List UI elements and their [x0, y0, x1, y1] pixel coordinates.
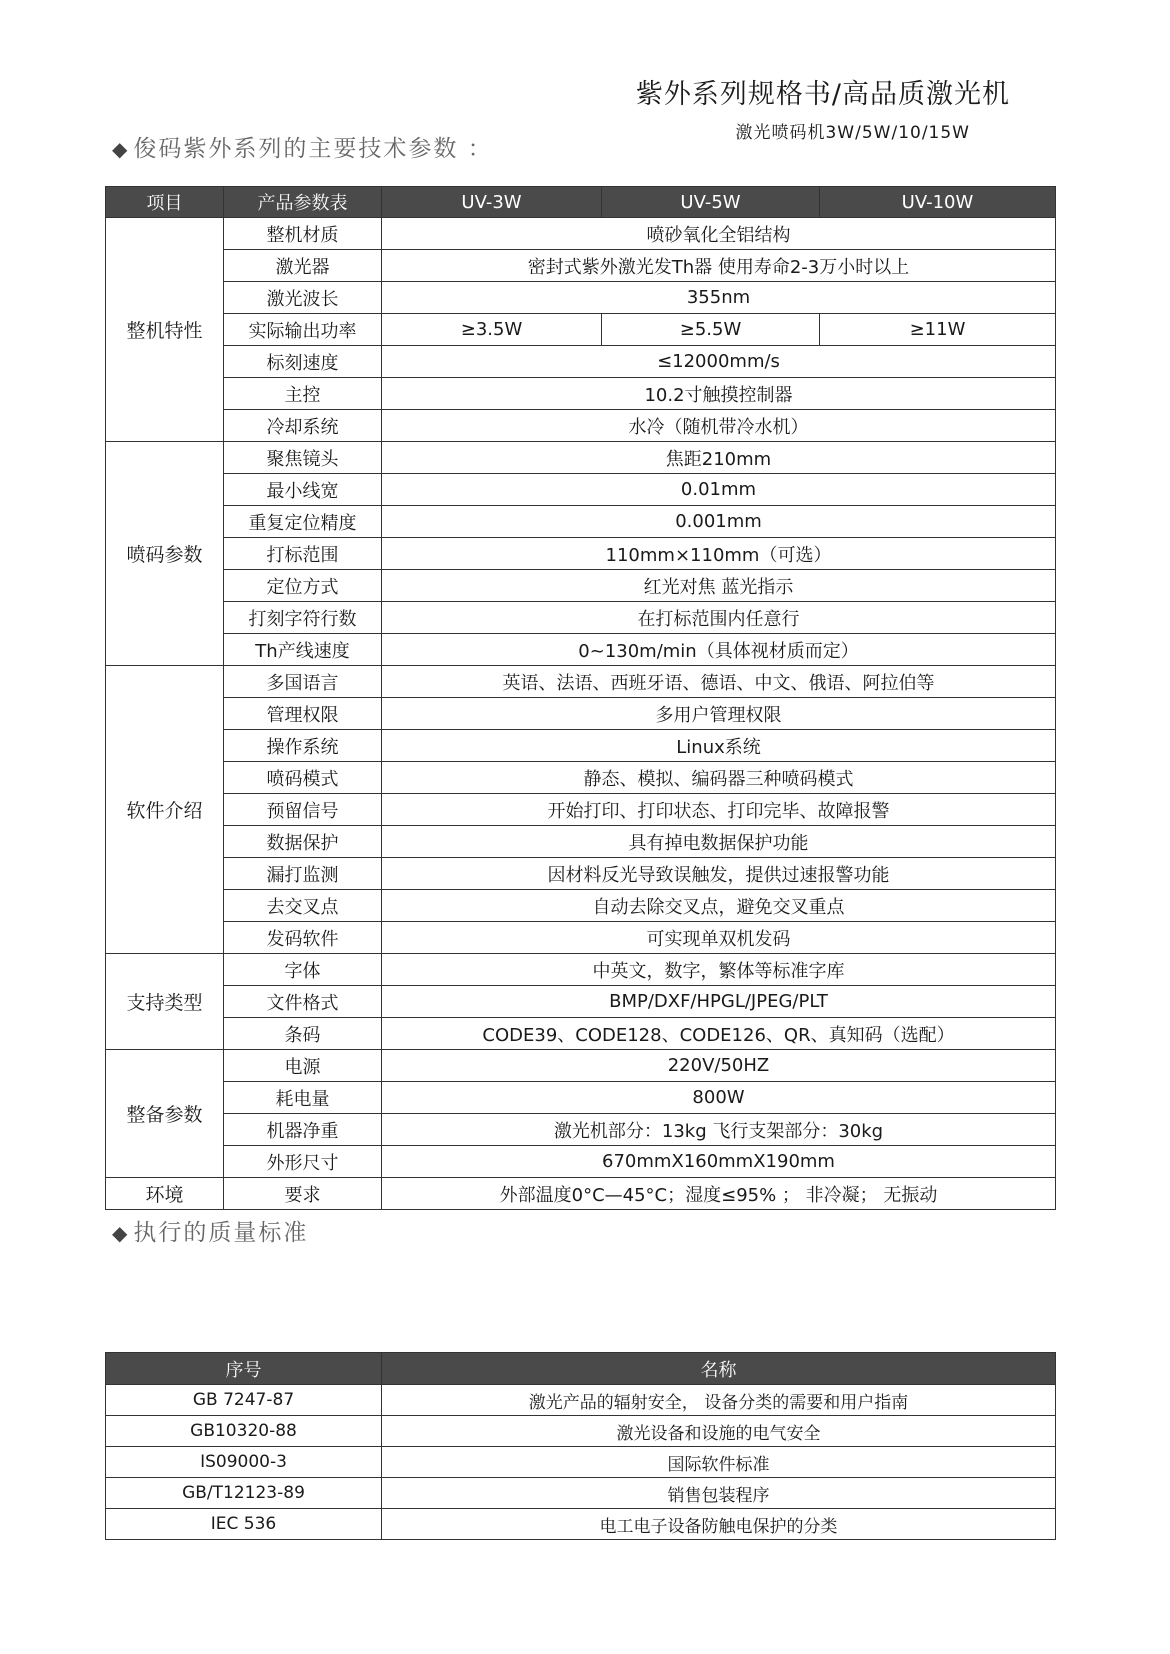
spec-value: 开始打印、打印状态、打印完毕、故障报警 [382, 794, 1056, 826]
spec-row [106, 346, 1056, 378]
spec-param-name: 字体 [224, 954, 382, 986]
spec-row [106, 282, 1056, 314]
spec-row [106, 538, 1056, 570]
spec-param-name: 标刻速度 [224, 346, 382, 378]
spec-group-label: 喷码参数 [106, 442, 224, 666]
spec-value: 激光机部分：13kg 飞行支架部分：30kg [382, 1114, 1056, 1146]
spec-group-label: 环境 [106, 1178, 224, 1210]
spec-param-name: 操作系统 [224, 730, 382, 762]
header-name: 名称 [382, 1353, 1056, 1385]
spec-value: ≤12000mm/s [382, 346, 1056, 378]
spec-param-name: 条码 [224, 1018, 382, 1050]
spec-param-name: 打标范围 [224, 538, 382, 570]
standard-name: 激光产品的辐射安全， 设备分类的需要和用户指南 [382, 1385, 1056, 1416]
standard-code: GB10320-88 [106, 1416, 382, 1447]
spec-param-name: 冷却系统 [224, 410, 382, 442]
spec-value: 0.01mm [382, 474, 1056, 506]
spec-param-name: 整机材质 [224, 218, 382, 250]
header-param-table: 产品参数表 [224, 187, 382, 218]
spec-row [106, 378, 1056, 410]
standards-table [105, 1352, 1056, 1540]
spec-param-name: 管理权限 [224, 698, 382, 730]
spec-row [106, 762, 1056, 794]
spec-row [106, 314, 1056, 346]
standards-header-row [106, 1353, 1056, 1385]
spec-value: CODE39、CODE128、CODE126、QR、真知码（选配） [382, 1018, 1056, 1050]
page-subtitle: 激光喷码机3W/5W/10/15W [735, 123, 970, 143]
spec-value: 0.001mm [382, 506, 1056, 538]
spec-value: 因材料反光导致误触发，提供过速报警功能 [382, 858, 1056, 890]
spec-value: 喷砂氧化全铝结构 [382, 218, 1056, 250]
spec-value: 中英文，数字，繁体等标准字库 [382, 954, 1056, 986]
spec-param-name: 电源 [224, 1050, 382, 1082]
spec-value: 静态、模拟、编码器三种喷码模式 [382, 762, 1056, 794]
diamond-bullet-icon: ◆ [112, 1221, 130, 1245]
spec-value: 可实现单双机发码 [382, 922, 1056, 954]
spec-row [106, 986, 1056, 1018]
spec-row [106, 1082, 1056, 1114]
spec-param-name: 喷码模式 [224, 762, 382, 794]
spec-param-name: 数据保护 [224, 826, 382, 858]
spec-row [106, 1018, 1056, 1050]
spec-value: 外部温度0°C—45°C；湿度≤95% ； 非冷凝； 无振动 [382, 1178, 1056, 1210]
spec-param-name: 耗电量 [224, 1082, 382, 1114]
spec-row [106, 442, 1056, 474]
spec-table [105, 186, 1056, 1210]
standards-row [106, 1478, 1056, 1509]
spec-value: 密封式紫外激光发Th器 使用寿命2-3万小时以上 [382, 250, 1056, 282]
standard-name: 激光设备和设施的电气安全 [382, 1416, 1056, 1447]
spec-value: BMP/DXF/HPGL/JPEG/PLT [382, 986, 1056, 1018]
spec-value: 具有掉电数据保护功能 [382, 826, 1056, 858]
standard-name: 电工电子设备防触电保护的分类 [382, 1509, 1056, 1540]
spec-param-name: 要求 [224, 1178, 382, 1210]
spec-param-name: 重复定位精度 [224, 506, 382, 538]
header-uv-5w: UV-5W [602, 187, 820, 218]
spec-param-name: 激光器 [224, 250, 382, 282]
spec-row [106, 570, 1056, 602]
spec-row [106, 1114, 1056, 1146]
spec-param-name: Th产线速度 [224, 634, 382, 666]
spec-row [106, 890, 1056, 922]
header-uv-3w: UV-3W [382, 187, 602, 218]
spec-param-name: 多国语言 [224, 666, 382, 698]
spec-value: 110mm×110mm（可选） [382, 538, 1056, 570]
spec-group-label: 整备参数 [106, 1050, 224, 1178]
standards-section-heading-text: 执行的质量标准 [133, 1220, 309, 1246]
standards-row [106, 1416, 1056, 1447]
spec-row [106, 634, 1056, 666]
spec-param-name: 最小线宽 [224, 474, 382, 506]
spec-value: 焦距210mm [382, 442, 1056, 474]
spec-value: Linux系统 [382, 730, 1056, 762]
spec-row [106, 1146, 1056, 1178]
spec-param-name: 去交叉点 [224, 890, 382, 922]
spec-row [106, 1050, 1056, 1082]
spec-value: 英语、法语、西班牙语、德语、中文、俄语、阿拉伯等 [382, 666, 1056, 698]
spec-param-name: 定位方式 [224, 570, 382, 602]
spec-row [106, 826, 1056, 858]
spec-row [106, 730, 1056, 762]
spec-row [106, 858, 1056, 890]
standards-row [106, 1509, 1056, 1540]
spec-row [106, 250, 1056, 282]
spec-value: 自动去除交叉点，避免交叉重点 [382, 890, 1056, 922]
spec-row [106, 954, 1056, 986]
diamond-bullet-icon: ◆ [112, 137, 130, 161]
header-uv-10w: UV-10W [820, 187, 1056, 218]
standard-code: GB/T12123-89 [106, 1478, 382, 1509]
spec-param-name: 聚焦镜头 [224, 442, 382, 474]
spec-group-label: 支持类型 [106, 954, 224, 1050]
spec-model-value: ≥5.5W [602, 314, 820, 346]
standard-name: 销售包装程序 [382, 1478, 1056, 1509]
spec-section-heading-text: 俊码紫外系列的主要技术参数 ： [133, 136, 493, 162]
spec-value: 220V/50HZ [382, 1050, 1056, 1082]
spec-row [106, 794, 1056, 826]
standard-code: GB 7247-87 [106, 1385, 382, 1416]
spec-value: 0~130m/min（具体视材质而定） [382, 634, 1056, 666]
header-item: 项目 [106, 187, 224, 218]
standards-section-heading [112, 1214, 308, 1247]
spec-row [106, 1178, 1056, 1210]
spec-param-name: 打刻字符行数 [224, 602, 382, 634]
spec-param-name: 主控 [224, 378, 382, 410]
spec-param-name: 预留信号 [224, 794, 382, 826]
spec-param-name: 外形尺寸 [224, 1146, 382, 1178]
standard-code: IEC 536 [106, 1509, 382, 1540]
spec-value: 800W [382, 1082, 1056, 1114]
spec-value: 在打标范围内任意行 [382, 602, 1056, 634]
spec-row [106, 474, 1056, 506]
spec-param-name: 漏打监测 [224, 858, 382, 890]
spec-value: 多用户管理权限 [382, 698, 1056, 730]
spec-row [106, 698, 1056, 730]
spec-section-heading [112, 130, 493, 163]
spec-table-header-row [106, 187, 1056, 218]
spec-group-label: 软件介绍 [106, 666, 224, 954]
spec-param-name: 激光波长 [224, 282, 382, 314]
spec-row [106, 410, 1056, 442]
spec-value: 355nm [382, 282, 1056, 314]
spec-value: 10.2寸触摸控制器 [382, 378, 1056, 410]
spec-param-name: 发码软件 [224, 922, 382, 954]
spec-row [106, 218, 1056, 250]
header-serial: 序号 [106, 1353, 382, 1385]
standards-row [106, 1385, 1056, 1416]
spec-param-name: 机器净重 [224, 1114, 382, 1146]
spec-param-name: 文件格式 [224, 986, 382, 1018]
standard-name: 国际软件标准 [382, 1447, 1056, 1478]
spec-row [106, 666, 1056, 698]
spec-row [106, 602, 1056, 634]
page-title: 紫外系列规格书/高品质激光机 [635, 79, 1010, 110]
spec-row [106, 922, 1056, 954]
spec-model-value: ≥3.5W [382, 314, 602, 346]
spec-group-label: 整机特性 [106, 218, 224, 442]
spec-value: 670mmX160mmX190mm [382, 1146, 1056, 1178]
spec-value: 红光对焦 蓝光指示 [382, 570, 1056, 602]
spec-value: 水冷（随机带冷水机） [382, 410, 1056, 442]
spec-param-name: 实际输出功率 [224, 314, 382, 346]
spec-row [106, 506, 1056, 538]
standard-code: IS09000-3 [106, 1447, 382, 1478]
standards-row [106, 1447, 1056, 1478]
spec-model-value: ≥11W [820, 314, 1056, 346]
